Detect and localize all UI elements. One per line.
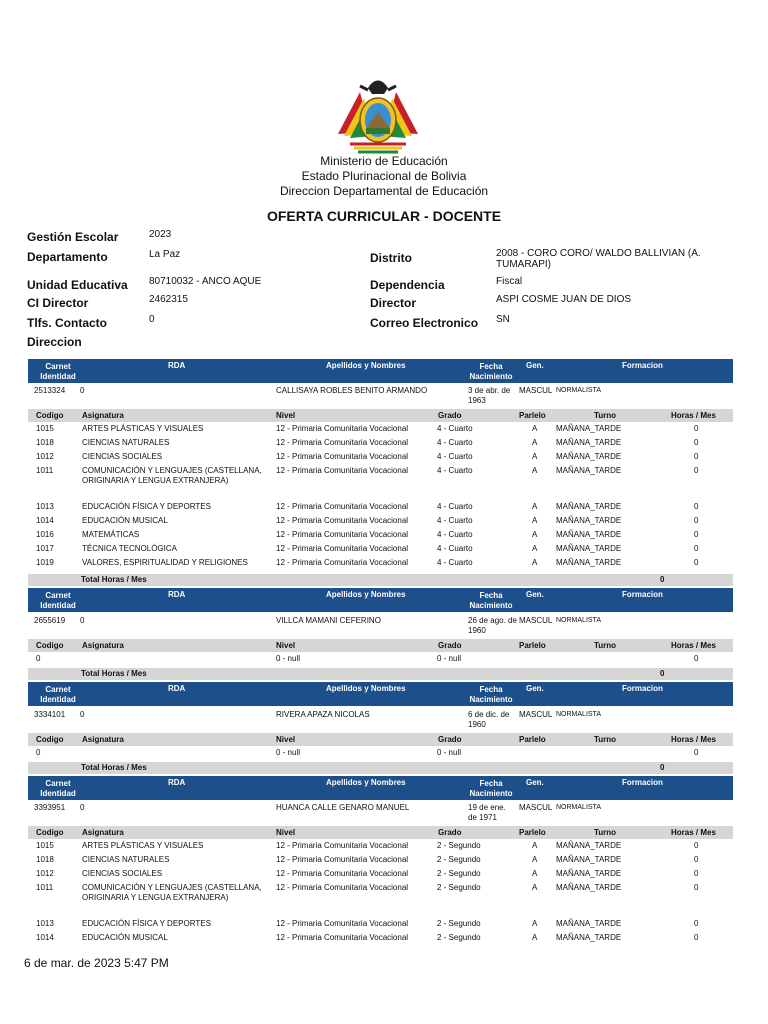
- teacher-gen: MASCUL: [519, 616, 552, 625]
- subject-turno: MAÑANA_TARDE: [556, 855, 622, 864]
- teacher-formacion: NORMALISTA: [556, 617, 601, 624]
- col-grado: Grado: [438, 828, 462, 837]
- subject-paralelo: A: [532, 516, 538, 525]
- subject-grado: 4 - Cuarto: [437, 466, 473, 475]
- col-carnet: Carnet Identidad: [40, 362, 76, 381]
- subject-horas: 0: [694, 544, 699, 553]
- subject-codigo: 1011: [36, 466, 54, 475]
- subject-grado: 4 - Cuarto: [437, 558, 473, 567]
- departamento-label: Departamento: [27, 250, 108, 264]
- col-carnet: Carnet Identidad: [40, 685, 76, 704]
- subject-grado: 2 - Segundo: [437, 855, 481, 864]
- col-rda: RDA: [168, 361, 186, 370]
- subject-grado: 4 - Cuarto: [437, 452, 473, 461]
- subject-grado: 0 - null: [437, 654, 462, 663]
- subject-codigo: 1012: [36, 452, 54, 461]
- subject-codigo: 1014: [36, 933, 54, 942]
- subject-asignatura: TÉCNICA TECNOLÓGICA: [82, 544, 177, 553]
- subject-asignatura: COMUNICACIÓN Y LENGUAJES (CASTELLANA, ORIGINARIA Y LENGUA EXTRANJERA): [82, 466, 262, 485]
- subject-grado: 2 - Segundo: [437, 883, 481, 892]
- subject-turno: MAÑANA_TARDE: [556, 933, 622, 942]
- subject-asignatura: EDUCACIÓN MUSICAL: [82, 516, 168, 525]
- col-codigo: Codigo: [36, 828, 64, 837]
- col-horas: Horas / Mes: [671, 828, 716, 837]
- col-carnet: Carnet Identidad: [40, 779, 76, 798]
- subject-paralelo: A: [532, 855, 538, 864]
- subject-horas: 0: [694, 438, 699, 447]
- col-nivel: Nivel: [276, 828, 296, 837]
- total-value: 0: [660, 763, 665, 772]
- subject-nivel: 0 - null: [276, 654, 301, 663]
- bolivia-coat-of-arms-icon: [330, 74, 426, 158]
- distrito-value: 2008 - CORO CORO/ WALDO BALLIVIAN (A. TUMARAPI): [496, 248, 701, 270]
- col-nombres: Apellidos y Nombres: [326, 778, 406, 787]
- subject-turno: MAÑANA_TARDE: [556, 424, 622, 433]
- subject-paralelo: A: [532, 841, 538, 850]
- subject-codigo: 1013: [36, 919, 54, 928]
- subject-paralelo: A: [532, 544, 538, 553]
- subject-horas: 0: [694, 919, 699, 928]
- subject-grado: 4 - Cuarto: [437, 530, 473, 539]
- col-formacion: Formacion: [622, 361, 663, 370]
- subject-paralelo: A: [532, 558, 538, 567]
- subject-nivel: 12 - Primaria Comunitaria Vocacional: [276, 841, 409, 850]
- subject-header-bar: [28, 733, 733, 746]
- col-gen: Gen.: [526, 778, 544, 787]
- col-paralelo: Parlelo: [519, 735, 546, 744]
- col-paralelo: Parlelo: [519, 828, 546, 837]
- direccion-label: Direccion: [27, 335, 82, 349]
- subject-grado: 4 - Cuarto: [437, 516, 473, 525]
- subject-header-bar: [28, 639, 733, 652]
- subject-grado: 0 - null: [437, 748, 462, 757]
- col-asignatura: Asignatura: [82, 641, 124, 650]
- teacher-fecha: 26 de ago. de 1960: [468, 616, 517, 635]
- col-nombres: Apellidos y Nombres: [326, 590, 406, 599]
- subject-horas: 0: [694, 748, 699, 757]
- col-fecha: Fecha Nacimiento: [469, 685, 513, 704]
- subject-horas: 0: [694, 855, 699, 864]
- tlfs-contacto-value: 0: [149, 314, 155, 325]
- total-label: Total Horas / Mes: [81, 575, 147, 584]
- teacher-nombre: RIVERA APAZA NICOLAS: [276, 710, 370, 719]
- col-formacion: Formacion: [622, 778, 663, 787]
- unidad-educativa-value: 80710032 - ANCO AQUE: [149, 276, 262, 287]
- subject-horas: 0: [694, 502, 699, 511]
- subject-asignatura: VALORES, ESPIRITUALIDAD Y RELIGIONES: [82, 558, 248, 567]
- subject-asignatura: COMUNICACIÓN Y LENGUAJES (CASTELLANA, ORIGINARIA Y LENGUA EXTRANJERA): [82, 883, 262, 902]
- teacher-carnet: 3393951: [34, 803, 66, 812]
- subject-grado: 2 - Segundo: [437, 841, 481, 850]
- printed-timestamp: 6 de mar. de 2023 5:47 PM: [24, 956, 169, 970]
- teacher-gen: MASCUL: [519, 710, 552, 719]
- col-rda: RDA: [168, 684, 186, 693]
- total-value: 0: [660, 575, 665, 584]
- subject-paralelo: A: [532, 438, 538, 447]
- subject-paralelo: A: [532, 502, 538, 511]
- teacher-carnet: 2513324: [34, 386, 66, 395]
- subject-horas: 0: [694, 654, 699, 663]
- correo-label: Correo Electronico: [370, 316, 479, 330]
- teacher-gen: MASCUL: [519, 386, 552, 395]
- subject-codigo: 1013: [36, 502, 54, 511]
- subject-horas: 0: [694, 841, 699, 850]
- col-turno: Turno: [594, 411, 617, 420]
- col-turno: Turno: [594, 735, 617, 744]
- dependencia-label: Dependencia: [370, 278, 445, 292]
- col-gen: Gen.: [526, 590, 544, 599]
- total-bar: [28, 762, 733, 774]
- subject-horas: 0: [694, 452, 699, 461]
- subject-horas: 0: [694, 516, 699, 525]
- subject-asignatura: CIENCIAS SOCIALES: [82, 869, 163, 878]
- dependencia-value: Fiscal: [496, 276, 523, 287]
- subject-grado: 4 - Cuarto: [437, 424, 473, 433]
- col-codigo: Codigo: [36, 735, 64, 744]
- total-label: Total Horas / Mes: [81, 669, 147, 678]
- subject-nivel: 12 - Primaria Comunitaria Vocacional: [276, 933, 409, 942]
- subject-horas: 0: [694, 466, 699, 475]
- subject-turno: MAÑANA_TARDE: [556, 544, 622, 553]
- subject-asignatura: MATEMÁTICAS: [82, 530, 140, 539]
- subject-header-bar: [28, 826, 733, 839]
- col-nivel: Nivel: [276, 641, 296, 650]
- director-label: Director: [370, 296, 417, 310]
- subject-nivel: 12 - Primaria Comunitaria Vocacional: [276, 424, 409, 433]
- gestion-label: Gestión Escolar: [27, 230, 119, 244]
- subject-turno: MAÑANA_TARDE: [556, 438, 622, 447]
- subject-asignatura: CIENCIAS NATURALES: [82, 855, 170, 864]
- subject-codigo: 1012: [36, 869, 54, 878]
- unidad-educativa-label: Unidad Educativa: [27, 278, 128, 292]
- col-codigo: Codigo: [36, 411, 64, 420]
- subject-grado: 2 - Segundo: [437, 869, 481, 878]
- page-title: OFERTA CURRICULAR - DOCENTE: [266, 208, 502, 224]
- subject-asignatura: ARTES PLÁSTICAS Y VISUALES: [82, 424, 204, 433]
- subject-turno: MAÑANA_TARDE: [556, 530, 622, 539]
- subject-codigo: 1015: [36, 841, 54, 850]
- col-asignatura: Asignatura: [82, 411, 124, 420]
- subject-turno: MAÑANA_TARDE: [556, 466, 622, 475]
- total-bar: [28, 668, 733, 680]
- teacher-nombre: HUANCA CALLE GENARO MANUEL: [276, 803, 410, 812]
- subject-asignatura: EDUCACIÓN MUSICAL: [82, 933, 168, 942]
- subject-paralelo: A: [532, 452, 538, 461]
- subject-turno: MAÑANA_TARDE: [556, 502, 622, 511]
- subject-paralelo: A: [532, 933, 538, 942]
- subject-asignatura: EDUCACIÓN FÍSICA Y DEPORTES: [82, 502, 211, 511]
- teacher-fecha: 19 de ene. de 1971: [468, 803, 506, 822]
- teacher-header-bar: [28, 588, 733, 612]
- subject-nivel: 12 - Primaria Comunitaria Vocacional: [276, 919, 409, 928]
- teacher-carnet: 2655619: [34, 616, 66, 625]
- col-asignatura: Asignatura: [82, 828, 124, 837]
- subject-paralelo: A: [532, 883, 538, 892]
- subject-paralelo: A: [532, 530, 538, 539]
- subject-nivel: 12 - Primaria Comunitaria Vocacional: [276, 869, 409, 878]
- col-asignatura: Asignatura: [82, 735, 124, 744]
- col-grado: Grado: [438, 411, 462, 420]
- teacher-formacion: NORMALISTA: [556, 387, 601, 394]
- teacher-rda: 0: [80, 386, 85, 395]
- subject-asignatura: CIENCIAS NATURALES: [82, 438, 170, 447]
- subject-nivel: 12 - Primaria Comunitaria Vocacional: [276, 530, 409, 539]
- subject-horas: 0: [694, 869, 699, 878]
- col-nivel: Nivel: [276, 735, 296, 744]
- subject-codigo: 1015: [36, 424, 54, 433]
- col-rda: RDA: [168, 590, 186, 599]
- col-turno: Turno: [594, 828, 617, 837]
- correo-value: SN: [496, 314, 510, 325]
- subject-turno: MAÑANA_TARDE: [556, 558, 622, 567]
- teacher-rda: 0: [80, 616, 85, 625]
- ci-director-value: 2462315: [149, 294, 188, 305]
- subject-nivel: 12 - Primaria Comunitaria Vocacional: [276, 502, 409, 511]
- subject-codigo: 1016: [36, 530, 54, 539]
- teacher-nombre: VILLCA MAMANI CEFERINO: [276, 616, 381, 625]
- subject-nivel: 12 - Primaria Comunitaria Vocacional: [276, 438, 409, 447]
- teacher-formacion: NORMALISTA: [556, 804, 601, 811]
- subject-paralelo: A: [532, 466, 538, 475]
- subject-paralelo: A: [532, 869, 538, 878]
- ministry-line-1: Ministerio de Educación: [320, 154, 448, 168]
- col-nombres: Apellidos y Nombres: [326, 361, 406, 370]
- teacher-carnet: 3334101: [34, 710, 66, 719]
- subject-nivel: 12 - Primaria Comunitaria Vocacional: [276, 855, 409, 864]
- subject-codigo: 1017: [36, 544, 54, 553]
- subject-codigo: 1019: [36, 558, 54, 567]
- subject-nivel: 12 - Primaria Comunitaria Vocacional: [276, 452, 409, 461]
- col-formacion: Formacion: [622, 590, 663, 599]
- subject-codigo: 1011: [36, 883, 54, 892]
- subject-nivel: 12 - Primaria Comunitaria Vocacional: [276, 516, 409, 525]
- col-formacion: Formacion: [622, 684, 663, 693]
- col-paralelo: Parlelo: [519, 641, 546, 650]
- subject-codigo: 0: [36, 748, 41, 757]
- subject-nivel: 12 - Primaria Comunitaria Vocacional: [276, 558, 409, 567]
- subject-asignatura: EDUCACIÓN FÍSICA Y DEPORTES: [82, 919, 211, 928]
- subject-header-bar: [28, 409, 733, 422]
- subject-grado: 4 - Cuarto: [437, 544, 473, 553]
- subject-horas: 0: [694, 883, 699, 892]
- col-rda: RDA: [168, 778, 186, 787]
- col-grado: Grado: [438, 735, 462, 744]
- subject-grado: 4 - Cuarto: [437, 438, 473, 447]
- subject-nivel: 12 - Primaria Comunitaria Vocacional: [276, 466, 409, 475]
- subject-turno: MAÑANA_TARDE: [556, 919, 622, 928]
- teacher-rda: 0: [80, 710, 85, 719]
- tlfs-contacto-label: Tlfs. Contacto: [27, 316, 107, 330]
- col-gen: Gen.: [526, 361, 544, 370]
- teacher-header-bar: [28, 359, 733, 383]
- director-value: ASPI COSME JUAN DE DIOS: [496, 294, 632, 305]
- subject-codigo: 1018: [36, 438, 54, 447]
- subject-turno: MAÑANA_TARDE: [556, 452, 622, 461]
- subject-grado: 2 - Segundo: [437, 933, 481, 942]
- teacher-formacion: NORMALISTA: [556, 711, 601, 718]
- subject-grado: 4 - Cuarto: [437, 502, 473, 511]
- subject-turno: MAÑANA_TARDE: [556, 516, 622, 525]
- col-gen: Gen.: [526, 684, 544, 693]
- teacher-fecha: 3 de abr. de 1963: [468, 386, 511, 405]
- distrito-label: Distrito: [370, 251, 412, 265]
- subject-nivel: 0 - null: [276, 748, 301, 757]
- teacher-fecha: 6 de dic. de 1960: [468, 710, 510, 729]
- teacher-header-bar: [28, 776, 733, 800]
- col-grado: Grado: [438, 641, 462, 650]
- col-horas: Horas / Mes: [671, 411, 716, 420]
- col-paralelo: Parlelo: [519, 411, 546, 420]
- ministry-line-2: Estado Plurinacional de Bolivia: [301, 169, 467, 183]
- total-value: 0: [660, 669, 665, 678]
- gestion-value: 2023: [149, 229, 172, 240]
- subject-turno: MAÑANA_TARDE: [556, 841, 622, 850]
- col-nivel: Nivel: [276, 411, 296, 420]
- subject-asignatura: CIENCIAS SOCIALES: [82, 452, 163, 461]
- teacher-nombre: CALLISAYA ROBLES BENITO ARMANDO: [276, 386, 428, 395]
- col-nombres: Apellidos y Nombres: [326, 684, 406, 693]
- subject-asignatura: ARTES PLÁSTICAS Y VISUALES: [82, 841, 204, 850]
- subject-horas: 0: [694, 530, 699, 539]
- col-horas: Horas / Mes: [671, 735, 716, 744]
- subject-horas: 0: [694, 424, 699, 433]
- subject-turno: MAÑANA_TARDE: [556, 883, 622, 892]
- teacher-header-bar: [28, 682, 733, 706]
- ci-director-label: CI Director: [27, 296, 89, 310]
- subject-horas: 0: [694, 933, 699, 942]
- col-fecha: Fecha Nacimiento: [469, 779, 513, 798]
- subject-turno: MAÑANA_TARDE: [556, 869, 622, 878]
- col-turno: Turno: [594, 641, 617, 650]
- subject-horas: 0: [694, 558, 699, 567]
- subject-paralelo: A: [532, 919, 538, 928]
- col-codigo: Codigo: [36, 641, 64, 650]
- teacher-rda: 0: [80, 803, 85, 812]
- teacher-gen: MASCUL: [519, 803, 552, 812]
- ministry-line-3: Direccion Departamental de Educación: [279, 184, 489, 198]
- col-fecha: Fecha Nacimiento: [469, 591, 513, 610]
- subject-codigo: 0: [36, 654, 41, 663]
- total-label: Total Horas / Mes: [81, 763, 147, 772]
- subject-paralelo: A: [532, 424, 538, 433]
- subject-codigo: 1014: [36, 516, 54, 525]
- col-horas: Horas / Mes: [671, 641, 716, 650]
- total-bar: [28, 574, 733, 586]
- subject-nivel: 12 - Primaria Comunitaria Vocacional: [276, 544, 409, 553]
- departamento-value: La Paz: [149, 249, 181, 260]
- col-fecha: Fecha Nacimiento: [469, 362, 513, 381]
- col-carnet: Carnet Identidad: [40, 591, 76, 610]
- subject-grado: 2 - Segundo: [437, 919, 481, 928]
- subject-codigo: 1018: [36, 855, 54, 864]
- subject-nivel: 12 - Primaria Comunitaria Vocacional: [276, 883, 409, 892]
